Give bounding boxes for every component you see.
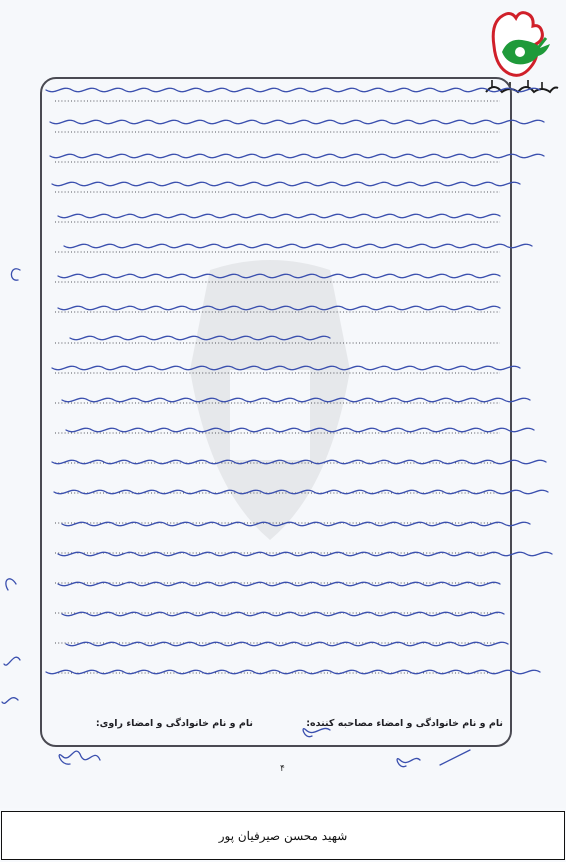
- narrator-signature-label: نام و نام خانوادگی و امضاء راوی:: [95, 718, 253, 729]
- caption-text: شهید محسن صیرفیان پور: [218, 828, 348, 843]
- handwritten-text: [0, 60, 566, 780]
- page-number: ۴: [280, 764, 285, 774]
- handwriting-strokes: [2, 88, 552, 766]
- caption-box: [1, 811, 565, 860]
- interviewer-signature-label: نام و نام خانوادگی و امضاء مصاحبه کننده:: [306, 718, 503, 729]
- dotted-lines: [55, 101, 500, 673]
- signature-footer: [55, 716, 503, 736]
